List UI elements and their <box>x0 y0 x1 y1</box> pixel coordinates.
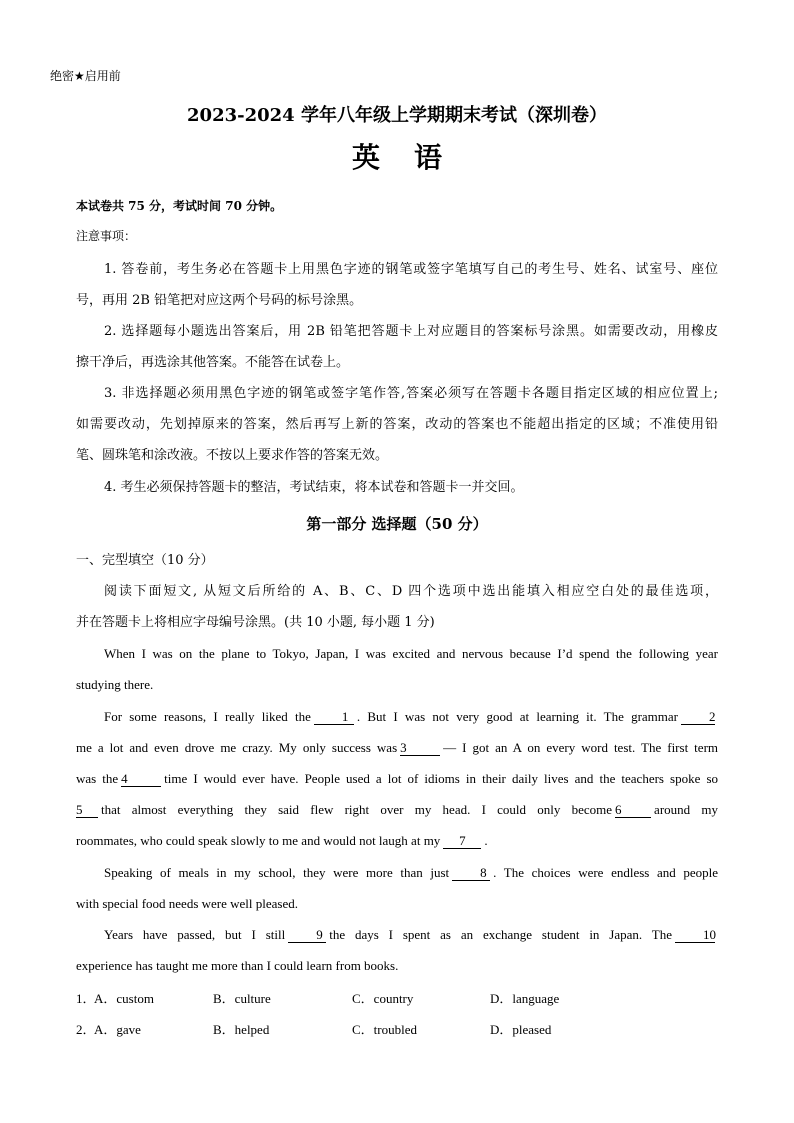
blank-8: 8 <box>452 865 490 881</box>
note-3-line-1: 3. 非选择题必须用黑色字迹的钢笔或签字笔作答,答案必须写在答题卡各题目指定区域的相应位置上; <box>104 386 718 401</box>
note-3-line-2: 如需要改动，先划掉原来的答案，然后再写上新的答案，改动的答案也不能超出指定的区域；不准使用铅 <box>76 417 718 432</box>
section-title: 一、完型填空（10 分） <box>76 553 214 568</box>
exam-summary: 本试卷共 75 分，考试时间 70 分钟。 <box>76 199 283 213</box>
blank-10: 10 <box>675 927 715 943</box>
option-a: A．custom <box>94 991 154 1006</box>
question-number: 1． <box>76 991 96 1006</box>
blank-3: 3 <box>400 740 440 756</box>
passage-line-4 <box>76 732 718 763</box>
passage-line-8 <box>76 857 718 888</box>
question-1-options <box>76 988 718 1008</box>
passage-line-5 <box>76 763 718 794</box>
passage-line-7 <box>76 825 718 856</box>
passage-line-11: experience has taught me more than I could learn from books. <box>76 958 399 973</box>
question-number: 2． <box>76 1022 96 1037</box>
note-2-line-2: 擦干净后，再选涂其他答案。不能答在试卷上。 <box>76 355 350 370</box>
subject-char-2: 语 <box>414 141 443 174</box>
notes-title: 注意事项： <box>76 229 137 243</box>
note-1-line-2: 号，再用 2B 铅笔把对应这两个号码的标号涂黑。 <box>76 293 363 308</box>
passage-line-9: with special food needs were well pleased. <box>76 896 299 911</box>
blank-5: 5 <box>76 802 98 818</box>
exam-title: 2023-2024 学年八年级上学期期末考试（深圳卷） <box>187 105 607 126</box>
note-1-line-1: 1. 答卷前，考生务必在答题卡上用黑色字迹的钢笔或签字笔填写自己的考生号、姓名、试室号、座位 <box>104 262 718 277</box>
blank-7: 7 <box>443 833 481 849</box>
option-c: C．troubled <box>352 1022 417 1037</box>
question-2-options <box>76 1019 718 1039</box>
option-a: A．gave <box>94 1022 141 1037</box>
passage-text: Years have passed, but I still <box>104 927 286 942</box>
passage-line-3 <box>76 701 718 732</box>
directions-line-2: 并在答题卡上将相应字母编号涂黑。(共 10 小题, 每小题 1 分) <box>76 615 435 630</box>
passage-text: — I got an A on every word test. The first term <box>443 740 719 755</box>
blank-1: 1 <box>314 709 354 725</box>
directions-line-1: 阅读下面短文, 从短文后所给的 A、B、C、D 四个选项中选出能填入相应空白处的最佳选项， <box>104 584 718 599</box>
part-1-title: 第一部分 选择题（50 分） <box>306 515 488 533</box>
option-d: D．language <box>490 991 560 1006</box>
confidential-label: 绝密★启用前 <box>50 69 121 83</box>
passage-text: For some reasons, I really liked the <box>104 709 311 724</box>
passage-line-6 <box>76 794 718 825</box>
passage-text: the days I spent as an exchange student in Japan. The <box>329 927 672 942</box>
note-4: 4. 考生必须保持答题卡的整洁，考试结束，将本试卷和答题卡一并交回。 <box>104 480 524 495</box>
option-b: B．helped <box>213 1022 270 1037</box>
passage-line-1: When I was on the plane to Tokyo, Japan, I was excited and nervous because I’d spend the following year <box>104 646 718 661</box>
passage-text: was the <box>76 771 119 786</box>
passage-text: time I would ever have. People used a lot of idioms in their daily lives and the teachers spoke so <box>164 771 718 786</box>
note-2-line-1: 2. 选择题每小题选出答案后，用 2B 铅笔把答题卡上对应题目的答案标号涂黑。如需要改动，用橡皮 <box>104 324 718 339</box>
blank-2: 2 <box>681 709 715 725</box>
passage-text: . <box>484 833 488 848</box>
blank-9: 9 <box>288 927 326 943</box>
option-d: D．pleased <box>490 1022 552 1037</box>
passage-text: that almost everything they said flew right over my head. I could only become <box>101 802 613 817</box>
passage-text: around my <box>654 802 718 817</box>
option-b: B．culture <box>213 991 271 1006</box>
subject-char-1: 英 <box>351 141 380 174</box>
passage-text: me a lot and even drove me crazy. My only success was <box>76 740 398 755</box>
passage-line-10 <box>76 919 718 950</box>
passage-line-2: studying there. <box>76 677 154 692</box>
passage-text: . The choices were endless and people <box>493 865 718 880</box>
passage-text: roommates, who could speak slowly to me and would not laugh at my <box>76 833 441 848</box>
blank-6: 6 <box>615 802 651 818</box>
subject-title <box>0 136 794 176</box>
passage-text: Speaking of meals in my school, they were more than just <box>104 865 450 880</box>
option-c: C．country <box>352 991 414 1006</box>
passage-text: . But I was not very good at learning it. The grammar <box>356 709 678 724</box>
blank-4: 4 <box>121 771 161 787</box>
note-3-line-3: 笔、圆珠笔和涂改液。不按以上要求作答的答案无效。 <box>76 448 389 463</box>
